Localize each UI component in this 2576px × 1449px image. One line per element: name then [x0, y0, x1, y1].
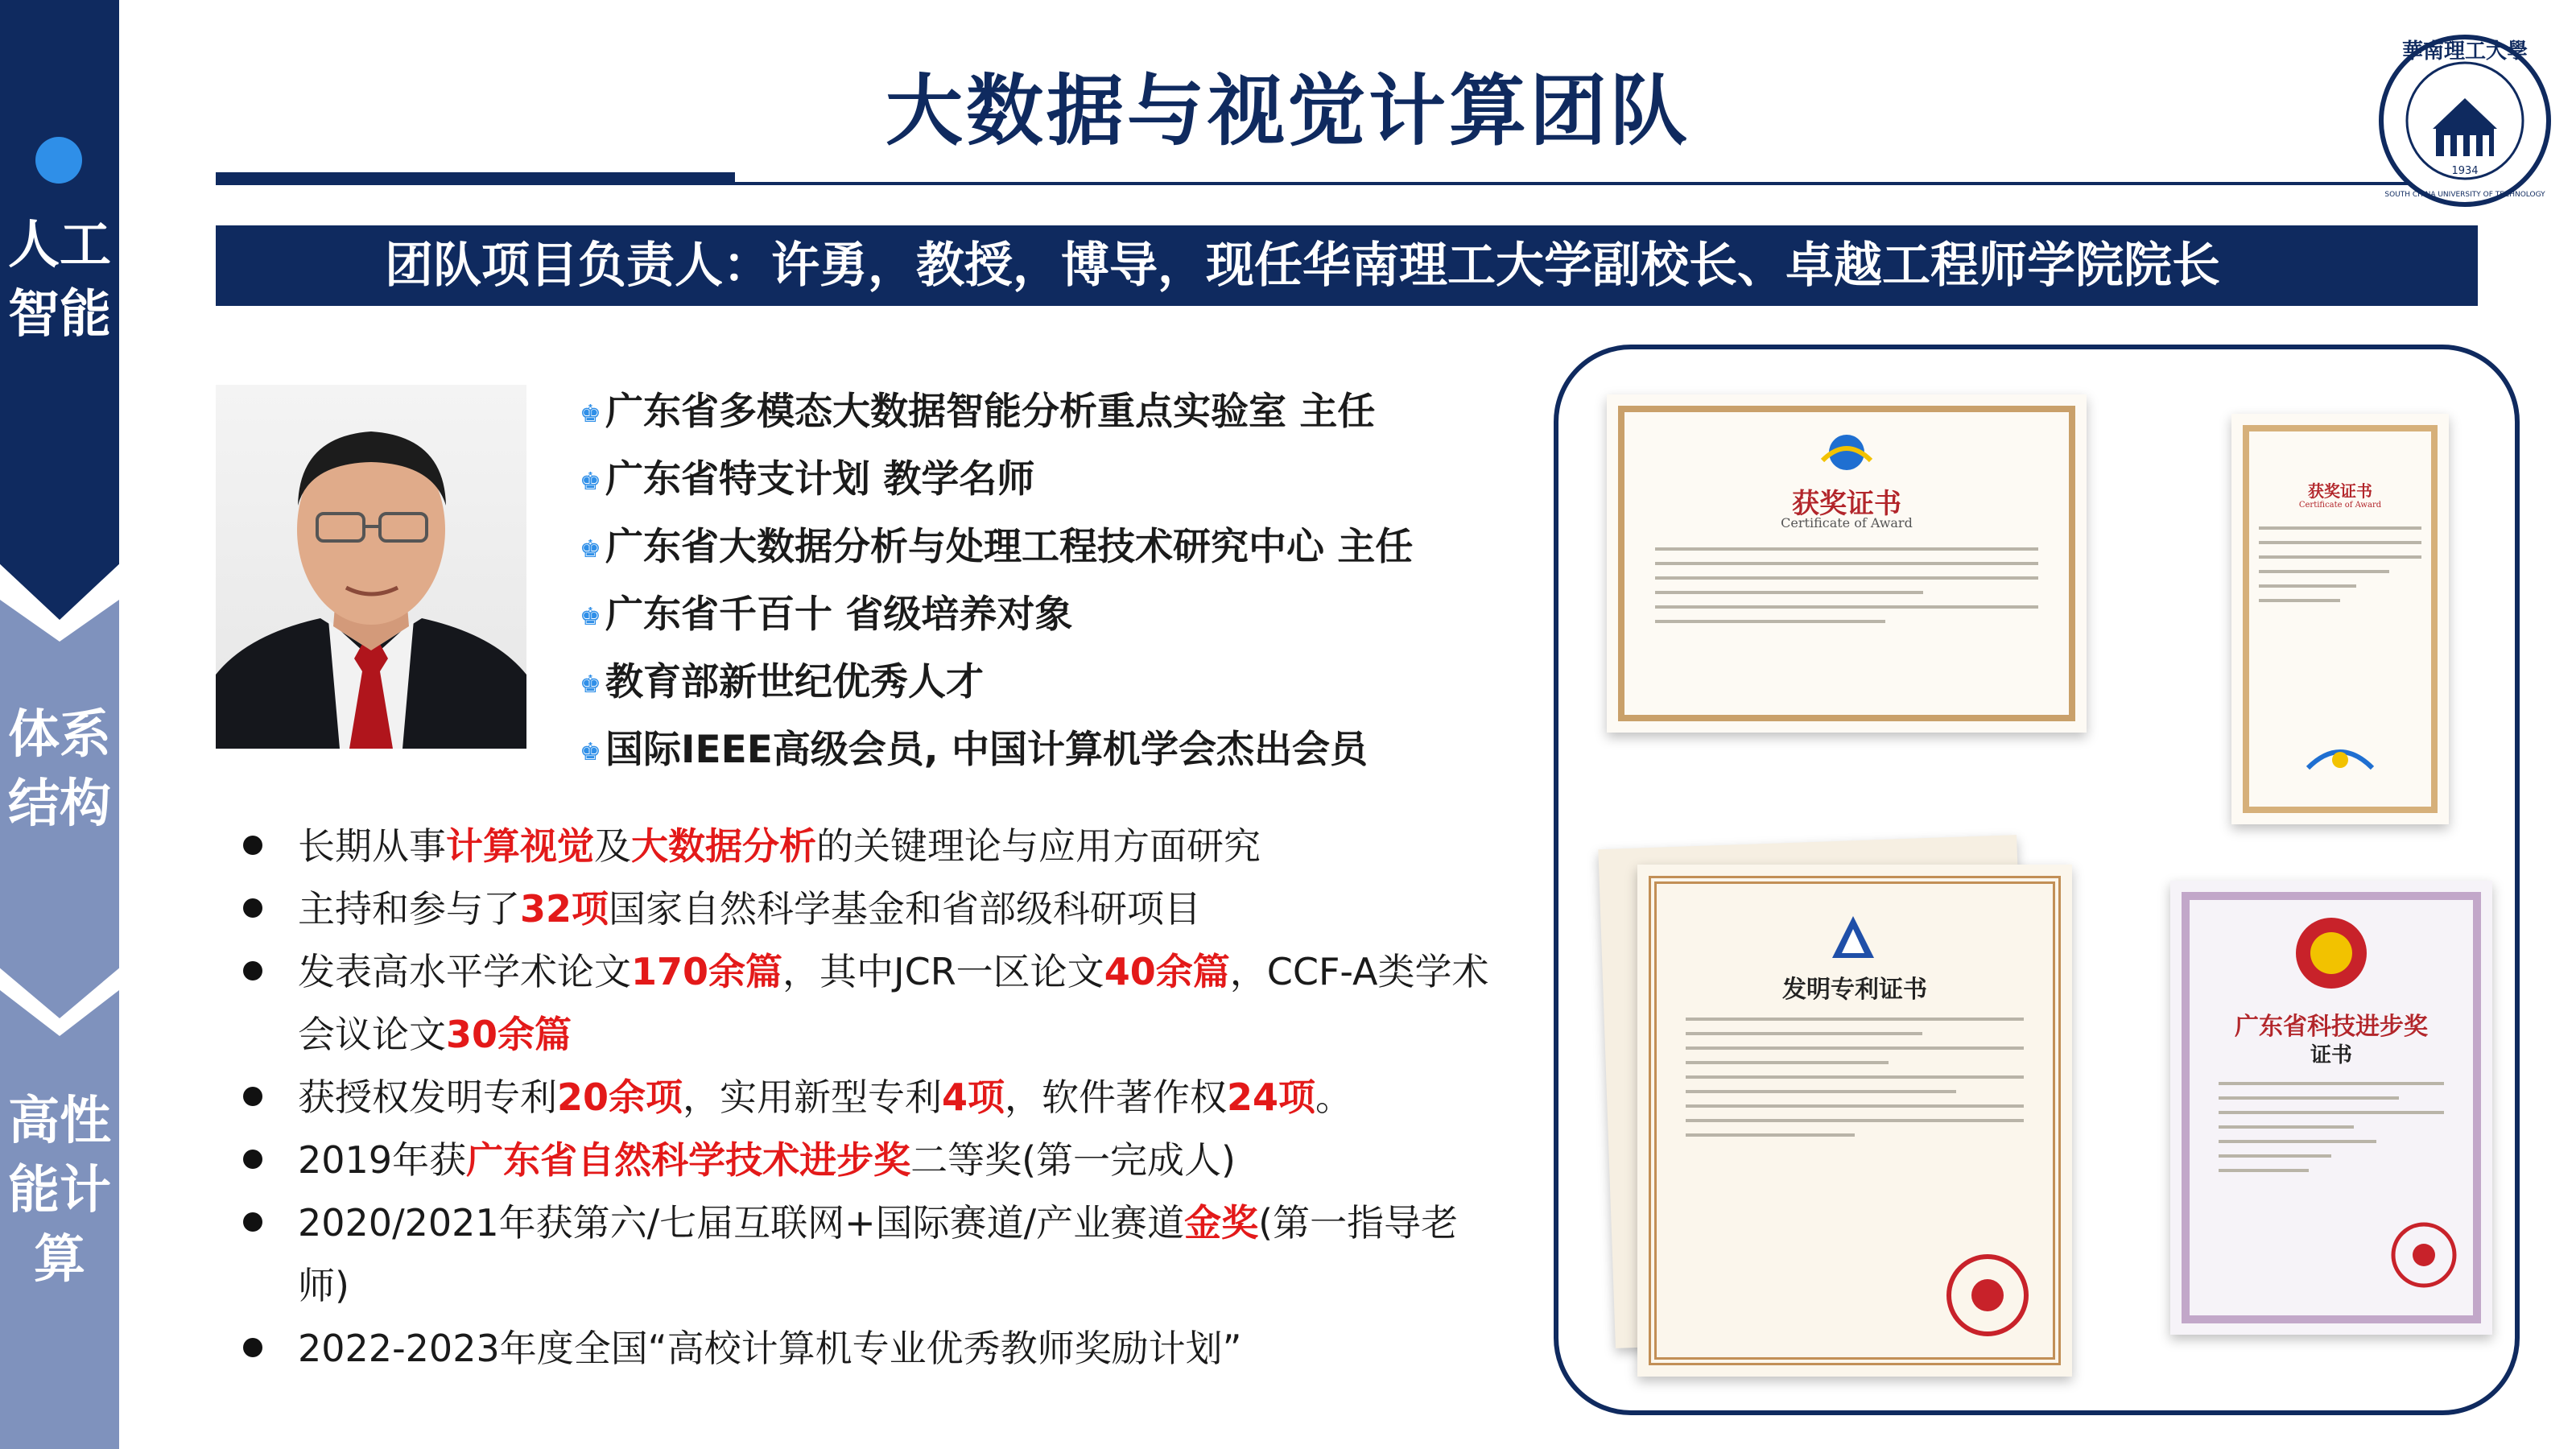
crown-icon: ♚	[580, 737, 601, 766]
award-certificate-2[interactable]	[2231, 414, 2449, 824]
credential-item: ♚ 教育部新世纪优秀人才	[580, 649, 1465, 716]
crown-icon: ♚	[580, 602, 601, 631]
logo-ring-text: SOUTH CHINA UNIVERSITY OF TECHNOLOGY	[2384, 191, 2545, 199]
sidebar-label-architecture: 体系结构	[8, 705, 111, 834]
certificates-panel	[1554, 345, 2520, 1415]
crown-icon: ♚	[580, 467, 601, 496]
crown-icon: ♚	[580, 670, 601, 699]
credential-item: ♚ 国际IEEE高级会员, 中国计算机学会杰出会员	[580, 716, 1465, 784]
crown-icon: ♚	[580, 535, 601, 564]
left-sidebar	[0, 0, 119, 1449]
achievement-list	[233, 815, 1489, 1380]
certificate-title: 广东省科技进步奖	[2235, 1013, 2428, 1041]
bullet-dot-icon	[243, 1338, 262, 1357]
leader-banner: 团队项目负责人：许勇，教授，博导，现任华南理工大学副校长、卓越工程师学院院长	[216, 225, 2478, 306]
achievement-item: 主持和参与了32项国家自然科学基金和省部级科研项目	[233, 877, 1489, 940]
bullet-dot-icon	[243, 1087, 262, 1106]
bullet-dot-icon	[243, 1212, 262, 1232]
university-logo	[2376, 32, 2553, 209]
page-title: 大数据与视觉计算团队	[886, 66, 1690, 156]
leader-portrait	[216, 385, 526, 749]
national-emblem-icon	[2291, 913, 2372, 993]
patent-emblem-icon	[1829, 913, 1877, 961]
achievement-item: 2020/2021年获第六/七届互联网+国际赛道/产业赛道金奖(第一指导老师)	[233, 1191, 1489, 1317]
award-emblem-icon	[2304, 736, 2376, 776]
sidebar-label-hpc: 高性能计算	[8, 1092, 111, 1290]
bullet-dot-icon	[243, 1150, 262, 1169]
logo-year: 1934	[2451, 165, 2479, 177]
bullet-dot-icon	[243, 836, 262, 855]
achievement-item: 发表高水平学术论文170余篇，其中JCR一区论文40余篇，CCF-A类学术会议论文30余篇	[233, 940, 1489, 1066]
achievement-item: 2022-2023年度全国“高校计算机专业优秀教师奖励计划”	[233, 1317, 1489, 1380]
provincial-award-certificate[interactable]	[2170, 881, 2492, 1335]
achievement-item: 长期从事计算视觉及大数据分析的关键理论与应用方面研究	[233, 815, 1489, 877]
credential-list	[580, 378, 1465, 784]
bullet-dot-icon	[243, 961, 262, 980]
official-seal-icon	[1943, 1251, 2032, 1340]
credential-item: ♚ 广东省千百十 省级培养对象	[580, 581, 1465, 649]
credential-item: ♚ 广东省多模态大数据智能分析重点实验室 主任	[580, 378, 1465, 446]
official-seal-icon	[2388, 1219, 2460, 1291]
logo-top-text: 華南理工大學	[2401, 39, 2529, 64]
certificate-title: 获奖证书	[1792, 488, 1901, 520]
achievement-item: 2019年获广东省自然科学技术进步奖二等奖(第一完成人)	[233, 1129, 1489, 1191]
patent-certificate[interactable]	[1637, 865, 2072, 1377]
credential-item: ♚ 广东省特支计划 教学名师	[580, 446, 1465, 514]
achievement-item: 获授权发明专利20余项，实用新型专利4项，软件著作权24项。	[233, 1066, 1489, 1129]
certificate-subtitle: Certificate of Award	[2298, 501, 2382, 510]
award-emblem-icon	[1814, 428, 1879, 477]
title-underline-thin	[216, 182, 2470, 185]
bullet-dot-icon	[243, 898, 262, 918]
sidebar-label-ai: 人工智能	[8, 216, 111, 345]
crown-icon: ♚	[580, 399, 601, 428]
award-certificate-1[interactable]	[1607, 394, 2087, 733]
certificate-title: 获奖证书	[2308, 481, 2372, 501]
certificate-title: 发明专利证书	[1782, 976, 1927, 1004]
certificate-subtitle: Certificate of Award	[1781, 515, 1913, 530]
certificate-subtitle: 证书	[2310, 1043, 2352, 1067]
credential-item: ♚ 广东省大数据分析与处理工程技术研究中心 主任	[580, 514, 1465, 581]
